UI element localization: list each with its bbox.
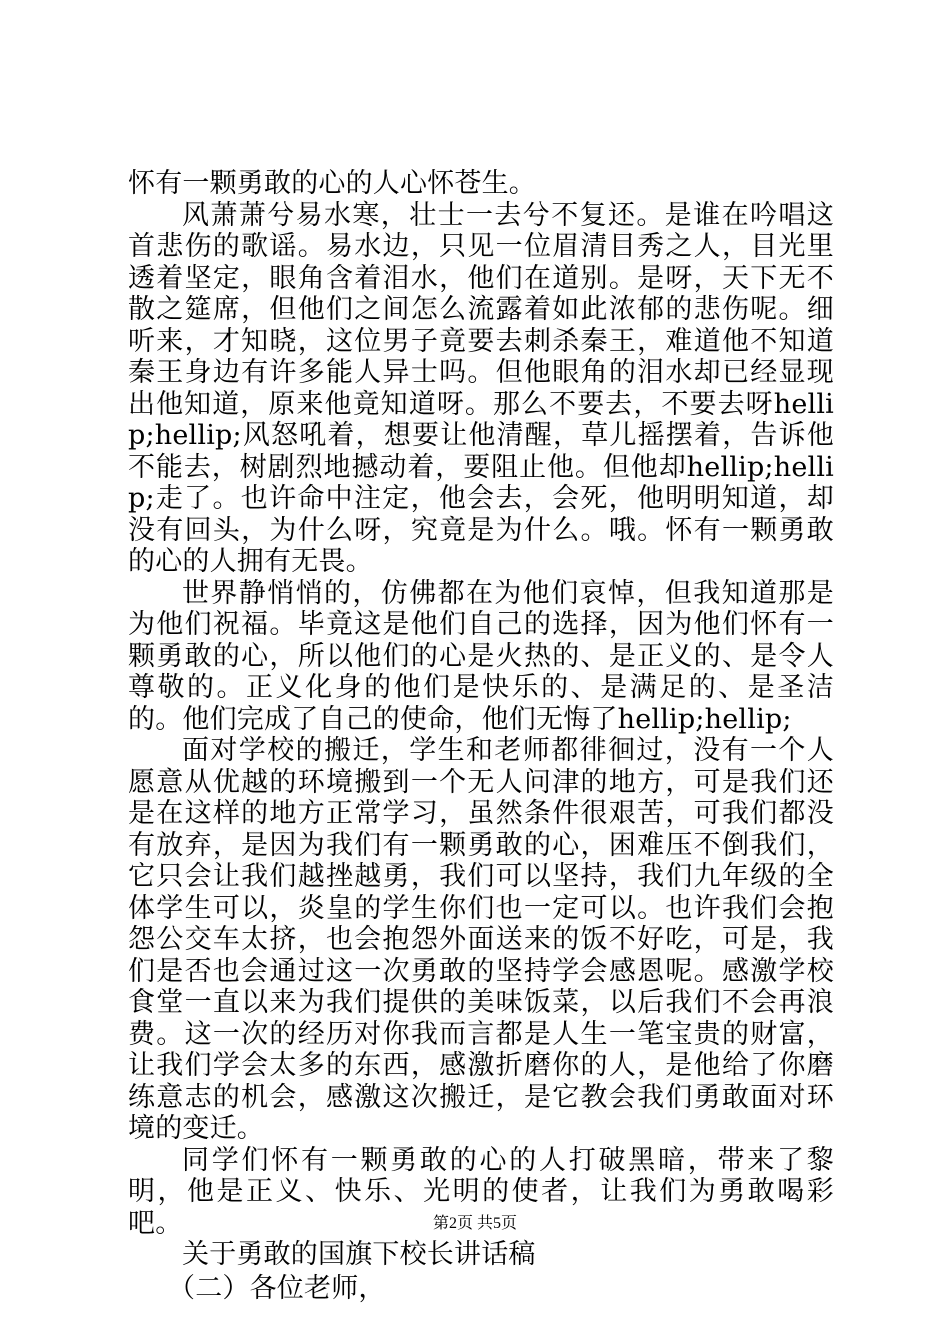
paragraph-continuation: 怀有一颗勇敢的心的人心怀苍生。 [128,168,536,199]
paragraph-school-relocation: 面对学校的搬迁，学生和老师都徘徊过，没有一个人愿意从优越的环境搬到一个无人问津的地方，可是我们还是在这样的地方正常学习，虽然条件很艰苦，可我们都没有放弃，是因为我们有一颗勇敢的心，困难压不倒我们，它只会让我们越挫越勇，我们可以坚持，我们九年级的全体学生可以，炎皇的学生你们也一定可以。也许我们会抱怨公交车太挤，也会抱怨外面送来的饭不好吃，可是，我们是否也会通过这一次勇敢的坚持学会感恩呢。感激学校食堂一直以来为我们提供的美味饭菜，以后我们不会再浪费。这一次的经历对你我而言都是人生一笔宝贵的财富，让我们学会太多的东西，感激折磨你的人，是他给了你磨练意志的机会，感激这次搬迁，是它教会我们勇敢面对环境的变迁。 [128,735,834,1144]
paragraph-world-quiet: 世界静悄悄的，仿佛都在为他们哀悼，但我知道那是为他们祝福。毕竟这是他们自己的选择，因为他们怀有一颗勇敢的心，所以他们的心是火热的、是正义的、是令人尊敬的。正义化身的他们是快乐的、是满足的、是圣洁的。他们完成了自己的使命，他们无悔了hellip;hellip; [128,577,834,735]
speech-subtitle: （二）各位老师， [168,1272,386,1304]
speech-title: 关于勇敢的国旗下校长讲话稿 [182,1239,536,1270]
paragraph-yishui: 风萧萧兮易水寒，壮士一去兮不复还。是谁在吟唱这首悲伤的歌谣。易水边，只见一位眉清目秀之人，目光里透着坚定，眼角含着泪水，他们在道别。是呀，天下无不散之筵席，但他们之间怎么流露着如此浓郁的悲伤呢。细听来，才知晓，这位男子竟要去刺杀秦王，难道他不知道秦王身边有许多能人异士吗。但他眼角的泪水却已经显现出他知道，原来他竟知道呀。那么不要去，不要去呀hellip;hellip;风怒吼着，想要让他清醒，草儿摇摆着，告诉他不能去，树剧烈地撼动着，要阻止他。但他却hellip;hellip;走了。也许命中注定，他会去，会死，他明明知道，却没有回头，为什么呀，究竟是为什么。哦。怀有一颗勇敢的心的人拥有无畏。 [128,199,834,577]
paragraph-closing: 同学们怀有一颗勇敢的心的人打破黑暗，带来了黎明，他是正义、快乐、光明的使者，让我们为勇敢喝彩吧。 [128,1144,834,1239]
page-number-footer: 第2页 共5页 [432,1215,517,1232]
document-body [128,168,834,1304]
